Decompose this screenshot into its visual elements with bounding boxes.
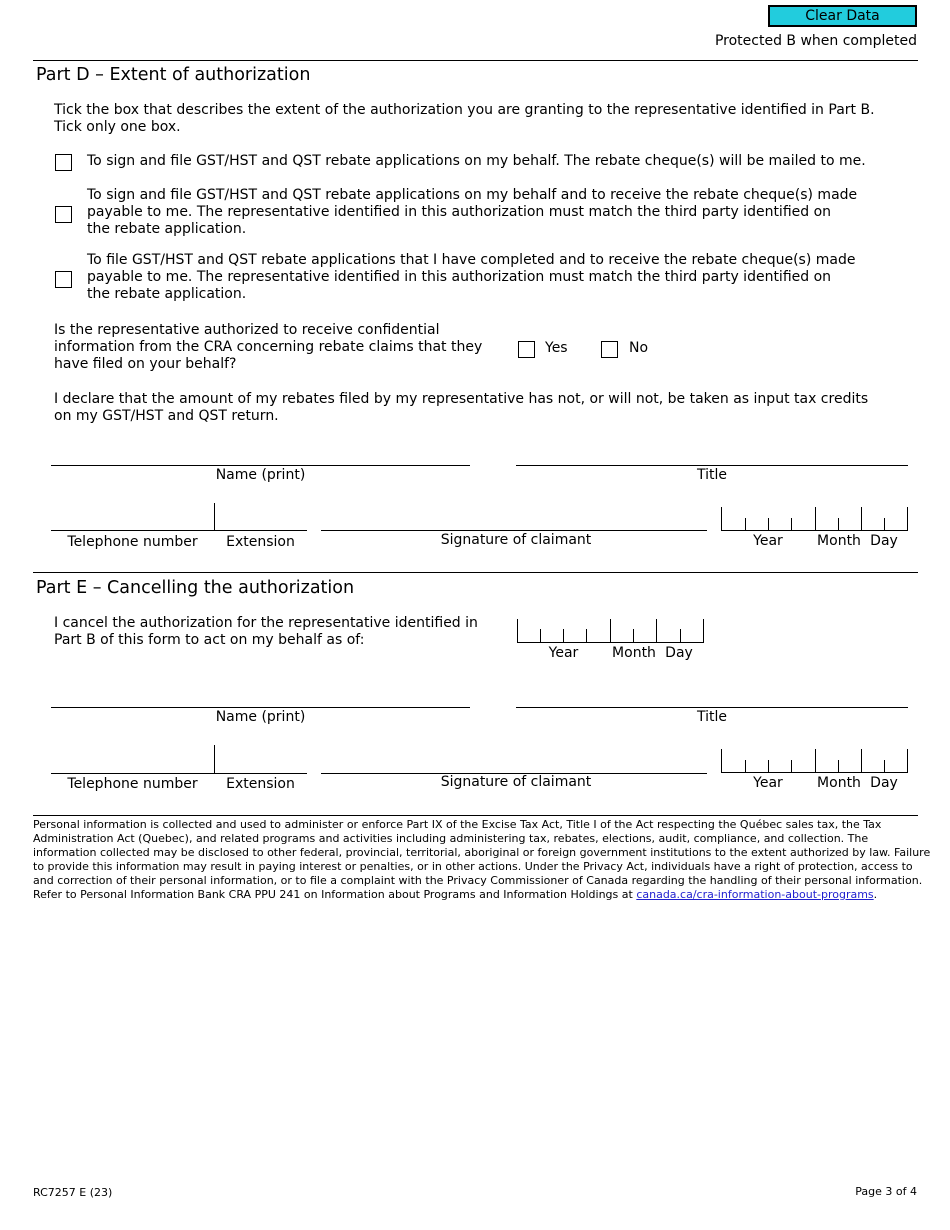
title-field[interactable] [516, 465, 908, 466]
title-label: Title [696, 467, 727, 483]
yes-label: Yes [545, 340, 568, 356]
yes-checkbox[interactable] [518, 341, 535, 358]
signature-field[interactable] [321, 530, 707, 531]
cancel-text: I cancel the authorization for the representative identified in Part B of this form to act on my behalf as of: [54, 615, 478, 648]
name-label: Name (print) [215, 467, 306, 483]
confidential-question: Is the representative authorized to receive confidential information from the CRA concerning rebate claims that they have filed on your behalf? [54, 322, 483, 372]
divider [214, 503, 215, 530]
page-number: Page 3 of 4 [855, 1185, 917, 1198]
e-name-field[interactable] [51, 707, 470, 708]
cancel-year-label: Year [548, 645, 579, 661]
e-year-label: Year [753, 775, 783, 791]
option-2-text: To sign and file GST/HST and QST rebate applications on my behalf and to receive the rebate cheque(s) made payable to me. The representative identified in this authorization must match the third party identified on the rebate application. [87, 187, 858, 237]
e-telephone-field[interactable] [51, 773, 307, 774]
e-day-label: Day [870, 775, 898, 791]
year-label: Year [753, 533, 783, 549]
protected-label: Protected B when completed [714, 33, 917, 49]
declaration-text: I declare that the amount of my rebates filed by my representative has not, or will not, be taken as input tax credits on my GST/HST and QST return. [54, 391, 869, 424]
part-d-instruction: Tick the box that describes the extent of the authorization you are granting to the representative identified in Part B. Tick only one box. [54, 102, 875, 135]
cancel-month-label: Month [612, 645, 656, 661]
e-month-label: Month [817, 775, 861, 791]
e-name-label: Name (print) [215, 709, 306, 725]
e-signature-label: Signature of claimant [440, 774, 592, 790]
date-field[interactable] [721, 507, 908, 531]
day-label: Day [870, 533, 898, 549]
telephone-label: Telephone number [67, 534, 198, 550]
cancel-day-label: Day [665, 645, 693, 661]
divider [214, 745, 215, 773]
extension-label: Extension [226, 534, 295, 550]
divider [33, 60, 918, 61]
divider [33, 815, 918, 816]
part-e-title: Part E – Cancelling the authorization [36, 578, 355, 598]
option-3-checkbox[interactable] [55, 271, 72, 288]
privacy-notice: Personal information is collected and used to administer or enforce Part IX of the Excise Tax Act, Title I of the Act respecting the Québec sales tax, the Tax Administration Act (Quebec), and related programs and activities including administering tax, rebates, elections, audit, compliance, and collection. The information collected may be disclosed to other federal, provincial, territorial, aboriginal or foreign government institutions to the extent authorized by law. Failure to provide this information may result in paying interest or penalties, or in other actions. Under the Privacy Act, individuals have a right of protection, access to and correction of their personal information, or to file a complaint with the Privacy Commissioner of Canada regarding the handling of their personal information. Refer to Personal Information Bank CRA PPU 241 on Information about Programs and Information Holdings at canada.ca/cra-information-about-programs. [33, 818, 931, 901]
name-field[interactable] [51, 465, 470, 466]
divider [33, 572, 918, 573]
e-title-field[interactable] [516, 707, 908, 708]
cancel-date-field[interactable] [517, 619, 704, 643]
form-id: RC7257 E (23) [33, 1186, 113, 1199]
e-date-field[interactable] [721, 749, 908, 773]
option-1-checkbox[interactable] [55, 154, 72, 171]
no-checkbox[interactable] [601, 341, 618, 358]
part-d-title: Part D – Extent of authorization [36, 65, 311, 85]
e-telephone-label: Telephone number [67, 776, 198, 792]
telephone-field[interactable] [51, 530, 307, 531]
e-extension-label: Extension [226, 776, 295, 792]
option-1-text: To sign and file GST/HST and QST rebate applications on my behalf. The rebate cheque(s) will be mailed to me. [87, 153, 866, 169]
e-title-label: Title [696, 709, 727, 725]
no-label: No [629, 340, 649, 356]
privacy-link[interactable]: canada.ca/cra-information-about-programs [636, 888, 874, 901]
option-2-checkbox[interactable] [55, 206, 72, 223]
signature-label: Signature of claimant [440, 532, 592, 548]
option-3-text: To file GST/HST and QST rebate applications that I have completed and to receive the rebate cheque(s) made payable to me. The representative identified in this authorization must match the third party identified on the rebate application. [87, 252, 856, 302]
clear-data-button[interactable]: Clear Data [768, 5, 917, 27]
month-label: Month [817, 533, 861, 549]
